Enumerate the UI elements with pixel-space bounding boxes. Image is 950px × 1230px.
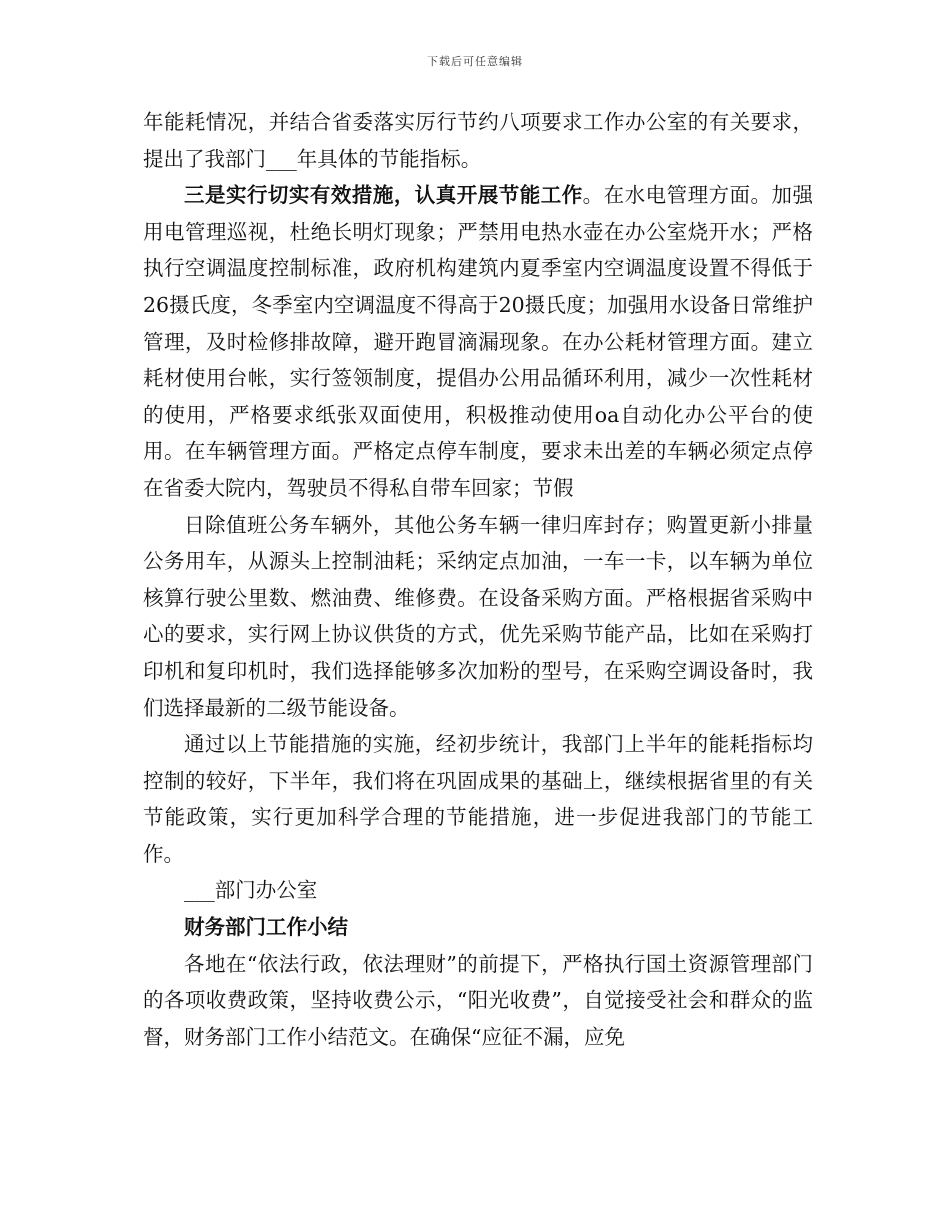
paragraph-2-text: 。在水电管理方面。加强用电管理巡视，杜绝长明灯现象；严禁用电热水壶在办公室烧开水；严格执行空调温度控制标准，政府机构建筑内夏季室内空调温度设置不得低于26摄氏度，冬季室内空调温度不得高于20摄氏度；加强用水设备日常维护管理，及时检修排故障，避开跑冒滴漏现象。在办公耗材管理方面。建立耗材使用台帐，实行签领制度，提倡办公用品循环利用，减少一次性耗材的使用，严格要求纸张双面使用，积极推动使用oa自动化办公平台的使用。在车辆管理方面。严格定点停车制度，要求未出差的车辆必须定点停在省委大院内，驾驶员不得私自带车回家；节假: [143, 183, 813, 500]
page-header: 下载后可任意编辑: [427, 55, 523, 68]
paragraph-4: 通过以上节能措施的实施，经初步统计，我部门上半年的能耗指标均控制的较好，下半年，我们将在巩固成果的基础上，继续根据省里的有关节能政策，实行更加科学合理的节能措施，进一步促进我部门的节能工作。: [143, 732, 813, 866]
paragraph-2-heading: 三是实行切实有效措施，认真开展节能工作: [184, 183, 583, 208]
paragraph-7: 各地在“依法行政，依法理财”的前提下，严格执行国土资源管理部门的各项收费政策，坚持收费公示，“阳光收费”，自觉接受社会和群众的监督，财务部门工作小结范文。在确保“应征不漏，应免: [143, 951, 813, 1049]
section-title: 财务部门工作小结: [184, 915, 348, 940]
signature-line: ___部门办公室: [184, 878, 318, 903]
paragraph-1: 年能耗情况，并结合省委落实厉行节约八项要求工作办公室的有关要求，提出了我部门___年具体的节能指标。: [143, 110, 813, 171]
paragraph-2: [143, 177, 813, 506]
document-body: [143, 104, 813, 1055]
paragraph-3: 日除值班公务车辆外，其他公务车辆一律归库封存；购置更新小排量公务用车，从源头上控制油耗；采纳定点加油，一车一卡，以车辆为单位核算行驶公里数、燃油费、维修费。在设备采购方面。严格根据省采购中心的要求，实行网上协议供货的方式，优先采购节能产品，比如在采购打印机和复印机时，我们选择能够多次加粉的型号，在采购空调设备时，我们选择最新的二级节能设备。: [143, 512, 813, 720]
